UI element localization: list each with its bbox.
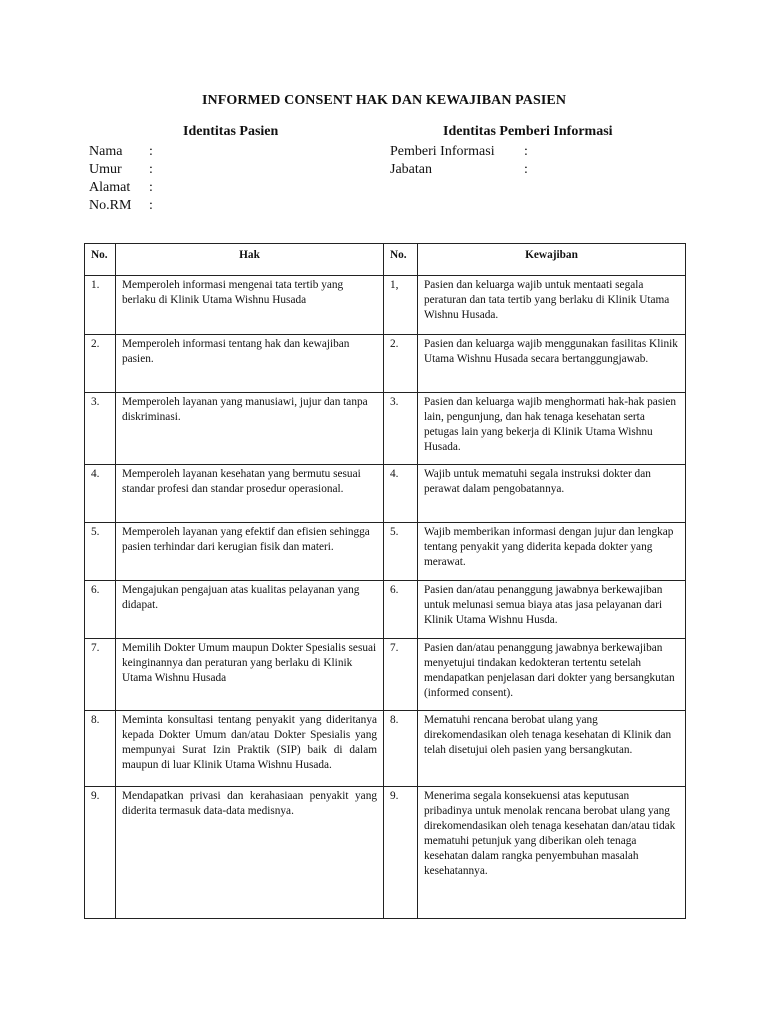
- field-label: Pemberi Informasi: [390, 144, 495, 159]
- patient-identity-fields: [89, 143, 159, 215]
- field-label: Alamat: [89, 180, 131, 195]
- field-alamat: [89, 179, 159, 197]
- field-jabatan: [390, 161, 534, 179]
- kewajiban-cell: Wajib memberikan informasi dengan jujur dan lengkap tentang penyakit yang diderita kepada dokter yang merawat.: [418, 523, 686, 581]
- field-no-rm: [89, 197, 159, 215]
- table-row: [85, 465, 686, 523]
- hak-cell: Memperoleh informasi mengenai tata tertib yang berlaku di Klinik Utama Wishnu Husada: [116, 276, 384, 335]
- row-number-kewajiban: 5.: [384, 523, 418, 581]
- hak-cell: Memperoleh layanan kesehatan yang bermutu sesuai standar profesi dan standar prosedur operasional.: [116, 465, 384, 523]
- field-nama: [89, 143, 159, 161]
- kewajiban-cell: Pasien dan/atau penanggung jawabnya berkewajiban untuk melunasi semua biaya atas jasa pelayanan dari Klinik Utama Wishnu Husda.: [418, 581, 686, 639]
- header-no-hak: No.: [85, 244, 116, 276]
- row-number-hak: 4.: [85, 465, 116, 523]
- row-number-kewajiban: 9.: [384, 787, 418, 919]
- hak-cell: Memperoleh informasi tentang hak dan kewajiban pasien.: [116, 335, 384, 393]
- header-no-kewajiban: No.: [384, 244, 418, 276]
- field-colon: :: [149, 162, 153, 177]
- table-row: [85, 393, 686, 465]
- row-number-kewajiban: 3.: [384, 393, 418, 465]
- row-number-kewajiban: 8.: [384, 711, 418, 787]
- header-hak: Hak: [116, 244, 384, 276]
- field-umur: [89, 161, 159, 179]
- table-header-row: [85, 244, 686, 276]
- hak-cell: Memilih Dokter Umum maupun Dokter Spesialis sesuai keinginannya dan peraturan yang berlaku di Klinik Utama Wishnu Husada: [116, 639, 384, 711]
- hak-cell: Memperoleh layanan yang manusiawi, jujur dan tanpa diskriminasi.: [116, 393, 384, 465]
- kewajiban-cell: Menerima segala konsekuensi atas keputusan pribadinya untuk menolak rencana berobat ulang yang direkomendasikan oleh tenaga kesehatan dan/atau tidak mematuhi petunjuk yang diberikan oleh tenaga kesehatan dalam rangka penyembuhan masalah kesehatannya.: [418, 787, 686, 919]
- table-row: [85, 787, 686, 919]
- field-colon: :: [149, 144, 153, 159]
- table-row: [85, 581, 686, 639]
- kewajiban-cell: Pasien dan/atau penanggung jawabnya berkewajiban menyetujui tindakan kedokteran tertentu setelah mendapatkan penjelasan dari dokter yang bersangkutan (informed consent).: [418, 639, 686, 711]
- field-pemberi-informasi: [390, 143, 534, 161]
- row-number-hak: 2.: [85, 335, 116, 393]
- field-label: No.RM: [89, 198, 132, 213]
- field-label: Jabatan: [390, 162, 432, 177]
- row-number-hak: 7.: [85, 639, 116, 711]
- row-number-hak: 5.: [85, 523, 116, 581]
- field-label: Umur: [89, 162, 122, 177]
- field-colon: :: [149, 180, 153, 195]
- field-colon: :: [524, 144, 528, 159]
- row-number-hak: 1.: [85, 276, 116, 335]
- hak-cell: Mendapatkan privasi dan kerahasiaan penyakit yang diderita termasuk data-data medisnya.: [116, 787, 384, 919]
- kewajiban-cell: Pasien dan keluarga wajib menghormati hak-hak pasien lain, pengunjung, dan hak tenaga kesehatan serta petugas lain yang bekerja di Klinik Utama Wishnu Husada.: [418, 393, 686, 465]
- hak-cell: Mengajukan pengajuan atas kualitas pelayanan yang didapat.: [116, 581, 384, 639]
- table-row: [85, 639, 686, 711]
- patient-identity-heading: Identitas Pasien: [183, 124, 279, 139]
- rights-obligations-table: [84, 243, 686, 919]
- table-row: [85, 711, 686, 787]
- field-colon: :: [524, 162, 528, 177]
- row-number-hak: 6.: [85, 581, 116, 639]
- hak-cell: Meminta konsultasi tentang penyakit yang dideritanya kepada Dokter Umum dan/atau Dokter Spesialis yang mempunyai Surat Izin Praktik (SIP) baik di dalam maupun di luar Klinik Utama Wishnu Husada.: [116, 711, 384, 787]
- header-kewajiban: Kewajiban: [418, 244, 686, 276]
- kewajiban-cell: Mematuhi rencana berobat ulang yang direkomendasikan oleh tenaga kesehatan di Klinik dan telah disetujui oleh pasien yang bersangkutan.: [418, 711, 686, 787]
- table-row: [85, 276, 686, 335]
- row-number-hak: 3.: [85, 393, 116, 465]
- document-title: INFORMED CONSENT HAK DAN KEWAJIBAN PASIEN: [201, 93, 567, 108]
- field-label: Nama: [89, 144, 123, 159]
- row-number-kewajiban: 2.: [384, 335, 418, 393]
- row-number-hak: 9.: [85, 787, 116, 919]
- row-number-kewajiban: 1,: [384, 276, 418, 335]
- informant-identity-heading: Identitas Pemberi Informasi: [443, 124, 613, 139]
- informant-identity-fields: [390, 143, 534, 179]
- table-row: [85, 523, 686, 581]
- field-colon: :: [149, 198, 153, 213]
- row-number-kewajiban: 4.: [384, 465, 418, 523]
- row-number-kewajiban: 6.: [384, 581, 418, 639]
- row-number-hak: 8.: [85, 711, 116, 787]
- kewajiban-cell: Pasien dan keluarga wajib untuk mentaati segala peraturan dan tata tertib yang berlaku di Klinik Utama Wishnu Husada.: [418, 276, 686, 335]
- kewajiban-cell: Pasien dan keluarga wajib menggunakan fasilitas Klinik Utama Wishnu Husada secara bertanggungjawab.: [418, 335, 686, 393]
- hak-cell: Memperoleh layanan yang efektif dan efisien sehingga pasien terhindar dari kerugian fisik dan materi.: [116, 523, 384, 581]
- kewajiban-cell: Wajib untuk mematuhi segala instruksi dokter dan perawat dalam pengobatannya.: [418, 465, 686, 523]
- row-number-kewajiban: 7.: [384, 639, 418, 711]
- table-row: [85, 335, 686, 393]
